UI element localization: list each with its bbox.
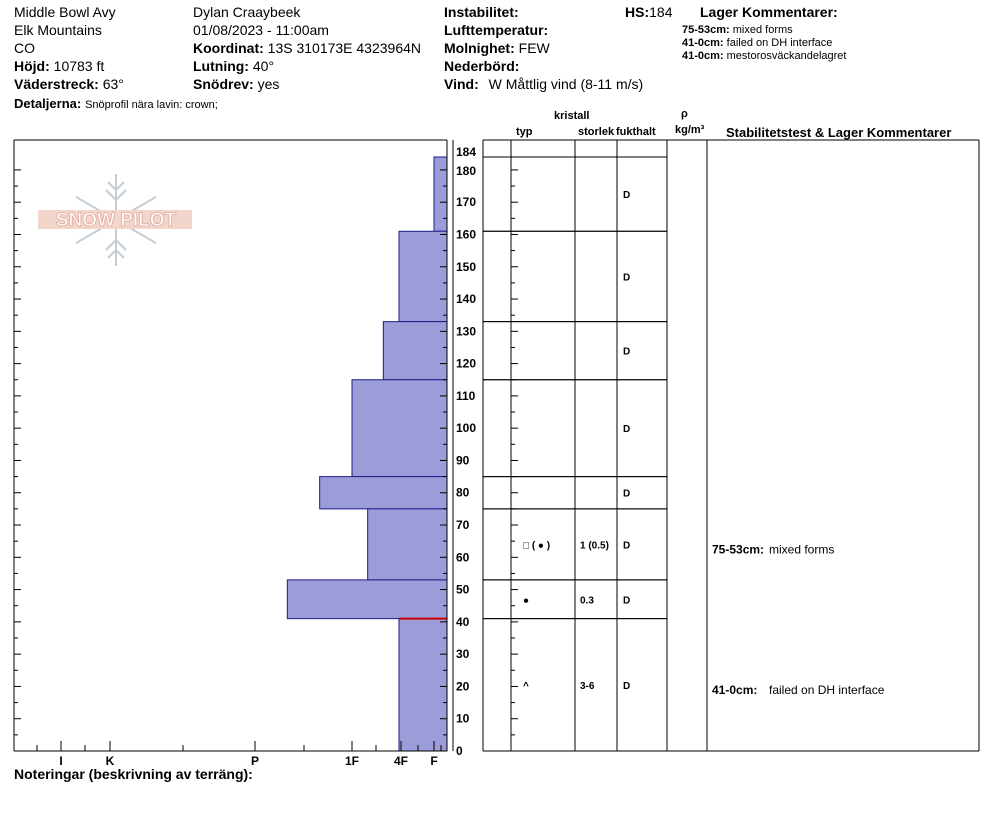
layer-comment-text: mixed forms [732,24,793,36]
instability-label: Instabilitet: [444,4,519,20]
mountain-range: Elk Mountains [14,22,102,38]
height-tick-label: 100 [456,421,477,436]
hardness-bar [368,509,447,580]
layer-moisture: D [623,488,631,500]
hs-label: HS: [625,4,650,20]
air-temp-label: Lufttemperatur: [444,22,549,38]
height-tick-label: 170 [456,195,477,210]
aspect-value: 63° [102,76,124,92]
coordinates-value: 13S 310173E 4323964N [267,40,422,56]
layer-comment-range: 41-0cm: [682,37,724,49]
hardness-tick-label: P [250,754,260,768]
height-tick-label: 50 [456,582,470,597]
aspect-label: Väderstreck: [14,76,99,92]
height-tick-label: 0 [456,744,463,758]
height-tick-label: 110 [456,388,476,403]
details-label: Detaljerna: [14,96,82,111]
layer-moisture: D [623,424,631,436]
layer-grain-size: 3-6 [580,680,595,692]
slope-value: 40° [252,58,275,74]
layer-comment-text: failed on DH interface [726,37,833,49]
layer-moisture: D [623,540,631,552]
hardness-tick-label: F [430,754,438,768]
height-tick-label: 10 [456,711,470,726]
hardness-bar [352,380,447,477]
height-tick-label: 180 [456,163,477,178]
layer-comment-text: mestorosväckandelagret [726,50,847,62]
layer-moisture: D [623,680,631,692]
wind-value: W Måttlig vind (8-11 m/s) [488,76,644,92]
height-tick-label: 130 [456,324,477,339]
height-tick-label: 30 [456,647,470,662]
density-unit: kg/m³ [675,124,705,136]
layer-grain-type: □ ( ● ) [523,540,551,552]
height-tick-label: 120 [456,356,477,371]
wind-label: Vind: [444,76,479,92]
layer-moisture: D [623,272,631,284]
elevation-value: 10783 ft [53,58,105,74]
height-tick-label: 60 [456,550,470,565]
hardness-bar [320,477,447,509]
crystal-header: kristall [554,110,590,122]
location-name: Middle Bowl Avy [14,4,116,20]
layer-comment-text: failed on DH interface [769,682,885,697]
height-tick-label: 40 [456,614,470,629]
observer: Dylan Craaybeek [193,4,301,20]
layer-comment-range: 41-0cm: [682,50,724,62]
layer-comment-text: mixed forms [769,542,835,557]
type-header: typ [516,126,533,138]
hardness-bar [434,157,447,231]
hardness-bar [399,231,447,321]
layer-grain-type: ● [523,595,530,607]
height-tick-label: 20 [456,679,470,694]
size-header: storlek [578,126,615,138]
hardness-tick-label: K [105,754,115,768]
hs-value: 184 [649,4,673,20]
layer-comment-range: 41-0cm: [712,682,758,697]
terrain-notes-label: Noteringar (beskrivning av terräng): [14,766,253,782]
elevation-label: Höjd: [14,58,50,74]
layer-moisture: D [623,190,631,202]
state: CO [14,40,35,56]
height-tick-label: 80 [456,485,470,500]
drift-value: yes [257,76,280,92]
coordinates-label: Koordinat: [193,40,264,56]
layer-grain-type: ^ [523,680,529,692]
hardness-bar [287,580,447,619]
stability-header: Stabilitetstest & Lager Kommentarer [726,125,952,140]
slope-label: Lutning: [193,58,249,74]
logo-text: SNOW PILOT [55,210,177,231]
layer-comment-range: 75-53cm: [712,542,765,557]
hardness-tick-label: I [59,754,63,768]
hardness-bar [399,619,447,751]
height-tick-label: 160 [456,227,477,242]
layer-moisture: D [623,346,631,358]
layer-moisture: D [623,595,631,607]
height-tick-label: 184 [456,145,477,159]
height-tick-label: 140 [456,292,477,307]
layer-grain-size: 1 (0.5) [580,540,609,552]
date-time: 01/08/2023 - 11:00am [193,22,329,38]
layer-comment-range: 75-53cm: [682,24,730,36]
height-tick-label: 70 [456,518,470,533]
sky-label: Molnighet: [444,40,515,56]
precip-label: Nederbörd: [444,58,520,74]
hardness-bar [383,322,447,380]
hardness-tick-label: 4F [393,754,409,768]
moisture-header: fukthalt [616,126,656,138]
layer-comments-title: Lager Kommentarer: [700,4,838,20]
drift-label: Snödrev: [193,76,254,92]
density-symbol: ρ [681,108,688,120]
hardness-tick-label: 1F [344,754,360,768]
layer-grain-size: 0.3 [580,595,594,607]
sky-value: FEW [518,40,550,56]
height-tick-label: 150 [456,259,477,274]
details-value: Snöprofil nära lavin: crown; [85,99,218,111]
height-tick-label: 90 [456,453,470,468]
